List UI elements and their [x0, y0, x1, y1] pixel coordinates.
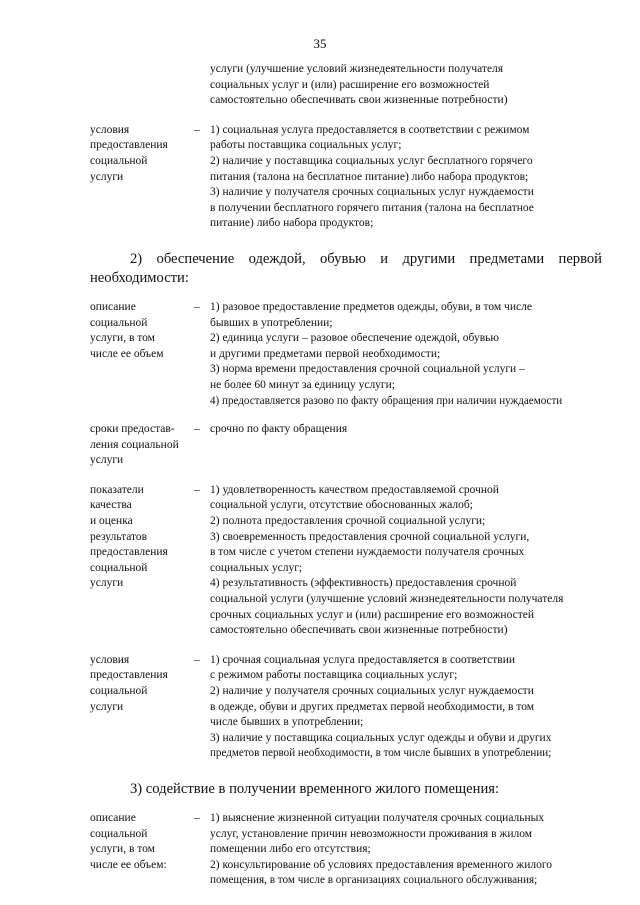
- definition-line: работы поставщика социальных услуг;: [210, 139, 402, 152]
- term-line: условия: [90, 123, 130, 136]
- continuation-line: социальных услуг и (или) расширение его возможностей: [210, 78, 490, 91]
- term-line: предоставления: [90, 139, 168, 152]
- section-heading-2: [90, 250, 602, 288]
- definition-line: самостоятельно обеспечивать свои жизненные потребности): [210, 624, 508, 637]
- term-label: [90, 483, 194, 639]
- definition-line: 2) единица услуги – разовое обеспечение одеждой, обувью: [210, 332, 499, 345]
- term-line: услуги, в том: [90, 332, 155, 345]
- term-line: описание: [90, 300, 136, 313]
- definition-line: 3) наличие у поставщика социальных услуг одежды и обуви и других: [210, 731, 552, 744]
- definition-line: бывших в употреблении;: [210, 316, 333, 329]
- definition-line: и другими предметами первой необходимости;: [210, 347, 441, 360]
- terms-block-2: [90, 422, 602, 469]
- dash: –: [194, 483, 200, 496]
- term-line: и оценка: [90, 515, 133, 528]
- dash: –: [194, 300, 200, 313]
- continuation-block: [90, 62, 602, 109]
- page-number: 35: [313, 36, 327, 51]
- term-label: [90, 123, 194, 232]
- term-line: описание: [90, 811, 136, 824]
- definition-line: 2) наличие у поставщика социальных услуг бесплатного горячего: [210, 154, 533, 167]
- term-line: услуги: [90, 577, 124, 590]
- dash: –: [194, 811, 200, 824]
- definition-text: [210, 422, 602, 469]
- definition-line: помещения, в том числе в организациях социального обслуживания;: [210, 874, 538, 887]
- definition-line: 1) социальная услуга предоставляется в соответствии с режимом: [210, 123, 530, 136]
- term-line: услуги, в том: [90, 843, 155, 856]
- definition-line: услуг, установление причин невозможности проживания в жилом: [210, 827, 533, 840]
- definition-line: 1) выяснение жизненной ситуации получателя срочных социальных: [210, 811, 545, 824]
- conditions-block-2: [90, 653, 602, 762]
- continuation-line: самостоятельно обеспечивать свои жизненные потребности): [210, 94, 508, 107]
- definition-line: в получении бесплатного горячего питания (талона на бесплатное: [210, 201, 534, 214]
- definition-line: срочных социальных услуг и (или) расширение его возможностей: [210, 608, 535, 621]
- definition-line: в том числе с учетом степени нуждаемости получателя срочных: [210, 546, 525, 559]
- term-line: условия: [90, 653, 130, 666]
- term-line: числе ее объем:: [90, 858, 167, 871]
- definition-line: 2) консультирование об условиях предоставления временного жилого: [210, 858, 553, 871]
- definition-line: 3) своевременность предоставления срочной социальной услуги,: [210, 530, 530, 543]
- definition-line: помещении либо его отсутствия;: [210, 843, 371, 856]
- term-line: предоставления: [90, 669, 168, 682]
- definition-text: [210, 300, 602, 409]
- term-label: [90, 300, 194, 409]
- definition-text: [210, 811, 602, 889]
- definition-line: не более 60 минут за единицу услуги;: [210, 378, 395, 391]
- dash: –: [194, 653, 200, 666]
- definition-line: 4) предоставляется разово по факту обращения при наличии нуждаемости: [210, 394, 563, 407]
- heading-line: 2) обеспечение одеждой, обувью и другими предметами первой: [130, 250, 602, 267]
- term-label: [90, 422, 194, 469]
- definition-line: питания (талона на бесплатное питание) либо набора продуктов;: [210, 170, 529, 183]
- description-block-3: [90, 811, 602, 889]
- section-heading-3: 3) содействие в получении временного жилого помещения:: [130, 780, 500, 797]
- heading-line: необходимости:: [90, 269, 189, 286]
- term-line: показатели: [90, 483, 144, 496]
- definition-line: с режимом работы поставщика социальных услуг;: [210, 669, 458, 682]
- conditions-block-1: [90, 123, 602, 232]
- term-label: [90, 811, 194, 889]
- term-line: социальной: [90, 316, 148, 329]
- definition-text: [210, 123, 602, 232]
- document-body: [90, 62, 602, 889]
- definition-line: 3) норма времени предоставления срочной социальной услуги –: [210, 363, 525, 376]
- definition-text: [210, 483, 602, 639]
- definition-line: социальных услуг;: [210, 561, 303, 574]
- term-line: социальной: [90, 827, 148, 840]
- dash: –: [194, 423, 200, 436]
- definition-text: [210, 653, 602, 762]
- definition-line: 2) полнота предоставления срочной социальной услуги;: [210, 515, 486, 528]
- term-line: услуги: [90, 700, 124, 713]
- definition-line: 1) разовое предоставление предметов одежды, обуви, в том числе: [210, 300, 532, 313]
- term-line: социальной: [90, 685, 148, 697]
- definition-line: питание) либо набора продуктов;: [210, 217, 374, 230]
- term-label: [90, 653, 194, 762]
- continuation-line: услуги (улучшение условий жизнедеятельности получателя: [210, 63, 504, 75]
- term-line: социальной: [90, 154, 148, 167]
- definition-line: 1) срочная социальная услуга предоставляется в соответствии: [210, 653, 516, 666]
- definition-line: предметов первой необходимости, в том числе бывших в употреблении;: [210, 747, 552, 760]
- term-line: предоставления: [90, 546, 168, 559]
- term-line: услуги: [90, 454, 124, 467]
- dash: –: [194, 123, 200, 136]
- description-block-2: [90, 300, 602, 409]
- definition-line: срочно по факту обращения: [210, 423, 348, 436]
- term-line: качества: [90, 499, 132, 512]
- term-line: результатов: [90, 530, 148, 543]
- term-line: сроки предостав-: [90, 423, 175, 436]
- indicators-block-2: [90, 483, 602, 639]
- definition-line: социальной услуги, отсутствие обоснованных жалоб;: [210, 499, 473, 512]
- definition-line: 2) наличие у получателя срочных социальных услуг нуждаемости: [210, 685, 534, 697]
- term-line: услуги: [90, 170, 124, 183]
- term-line: социальной: [90, 561, 148, 574]
- definition-line: в одежде, обуви и других предметах первой необходимости, в том: [210, 700, 535, 713]
- definition-line: числе бывших в употреблении;: [210, 716, 364, 729]
- definition-line: 1) удовлетворенность качеством предоставляемой срочной: [210, 483, 499, 496]
- definition-line: 3) наличие у получателя срочных социальных услуг нуждаемости: [210, 186, 534, 199]
- term-line: ления социальной: [90, 438, 179, 451]
- term-line: числе ее объем: [90, 347, 164, 360]
- definition-line: 4) результативность (эффективность) предоставления срочной: [210, 577, 517, 590]
- definition-line: социальной услуги (улучшение условий жизнедеятельности получателя: [210, 593, 564, 606]
